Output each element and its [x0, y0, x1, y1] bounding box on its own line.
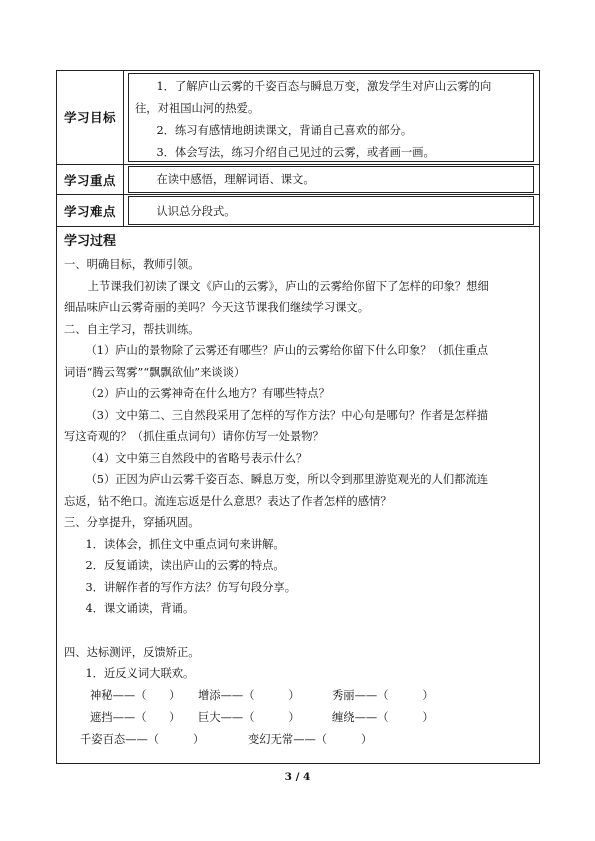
process-title: 学习过程 — [64, 234, 117, 249]
key-points-text: 在读中感悟，理解词语、课文。 — [156, 173, 315, 186]
goal-line: 往，对祖国山河的热爱。 — [135, 102, 260, 115]
paragraph-line: 上节课我们初读了课文《庐山的云雾》，庐山的云雾给你留下了怎样的印象？想细 — [87, 279, 489, 293]
question-line: （5）正因为庐山云雾千姿百态、瞬息万变，所以令到那里游览观光的人们都流连 — [85, 473, 489, 486]
question-line: 忘返，钻不绝口。流连忘返是什么意思？表达了作者怎样的感情？ — [64, 494, 392, 508]
exercise-row — [64, 707, 534, 729]
key-points-cell — [128, 166, 534, 193]
exercise-title: 1．近反义词大联欢。 — [85, 667, 195, 680]
difficulty-text: 认识总分段式。 — [156, 205, 236, 218]
question-line: 词语“腾云驾雾”“飘飘欲仙”来谈谈） — [64, 365, 246, 379]
goals-label: 学习目标 — [63, 110, 116, 125]
goal-line: 1．了解庐山云雾的千姿百态与瞬息万变，激发学生对庐山云雾的向 — [156, 80, 492, 93]
question-line: 写这奇观的？（抓住重点词句）请你仿写一处景物？ — [64, 430, 324, 443]
question-line: （4）文中第三自然段中的省略号表示什么？ — [85, 451, 308, 465]
list-item: 2．反复诵读，读出庐山的云雾的特点。 — [85, 559, 285, 572]
exercise-item: 增添——（ ） — [198, 688, 300, 702]
list-item: 1．读体会，抓住文中重点词句来讲解。 — [85, 537, 285, 551]
question-line: （3）文中第二、三自然段采用了怎样的写作方法？中心句是哪句？作者是怎样描 — [85, 408, 489, 422]
list-item: 4．课文诵读，背诵。 — [85, 602, 195, 615]
spacer — [64, 620, 534, 642]
section-heading: 二、自主学习，帮扶训练。 — [64, 322, 200, 336]
goals-cell — [128, 73, 534, 162]
exercise-item: 神秘——（ ） — [90, 688, 181, 702]
exercise-item: 遮挡——（ ） — [90, 710, 181, 724]
row-divider — [56, 164, 540, 165]
key-points-label: 学习重点 — [63, 172, 116, 188]
section-heading: 一、明确目标，教师引领。 — [64, 258, 200, 271]
difficulty-cell — [128, 196, 534, 225]
list-item: 3．讲解作者的写作方法？仿写句段分享。 — [85, 580, 297, 594]
section-heading: 三、分享提升，穿插巩固。 — [64, 516, 200, 529]
exercise-row — [64, 685, 534, 707]
section-heading: 四、达标测评，反馈矫正。 — [64, 645, 200, 659]
exercise-item: 秀丽——（ ） — [332, 688, 434, 702]
question-line: （1）庐山的景物除了云雾还有哪些？庐山的云雾给你留下什么印象？（抓住重点 — [85, 344, 489, 357]
exercise-item: 缠绕——（ ） — [332, 710, 434, 724]
goal-line: 3．体会写法，练习介绍自己见过的云雾，或者画一画。 — [156, 146, 435, 159]
learning-process — [64, 230, 534, 751]
goal-line: 2．练习有感情地朗读课文，背诵自己喜欢的部分。 — [156, 124, 413, 137]
exercise-item: 变幻无常——（ ） — [248, 732, 373, 746]
row-divider — [56, 226, 540, 227]
exercise-row — [64, 729, 534, 751]
paragraph-line: 细品味庐山云雾奇丽的美吗？今天这节课我们继续学习课文。 — [64, 301, 370, 314]
column-divider — [123, 70, 124, 226]
row-divider — [56, 194, 540, 195]
exercise-item: 巨大——（ ） — [198, 710, 300, 724]
page-number: 3 / 4 — [284, 771, 311, 783]
difficulty-label: 学习难点 — [63, 203, 116, 219]
question-line: （2）庐山的云雾神奇在什么地方？有哪些特点？ — [85, 387, 330, 400]
exercise-item: 千姿百态——（ ） — [80, 732, 205, 746]
